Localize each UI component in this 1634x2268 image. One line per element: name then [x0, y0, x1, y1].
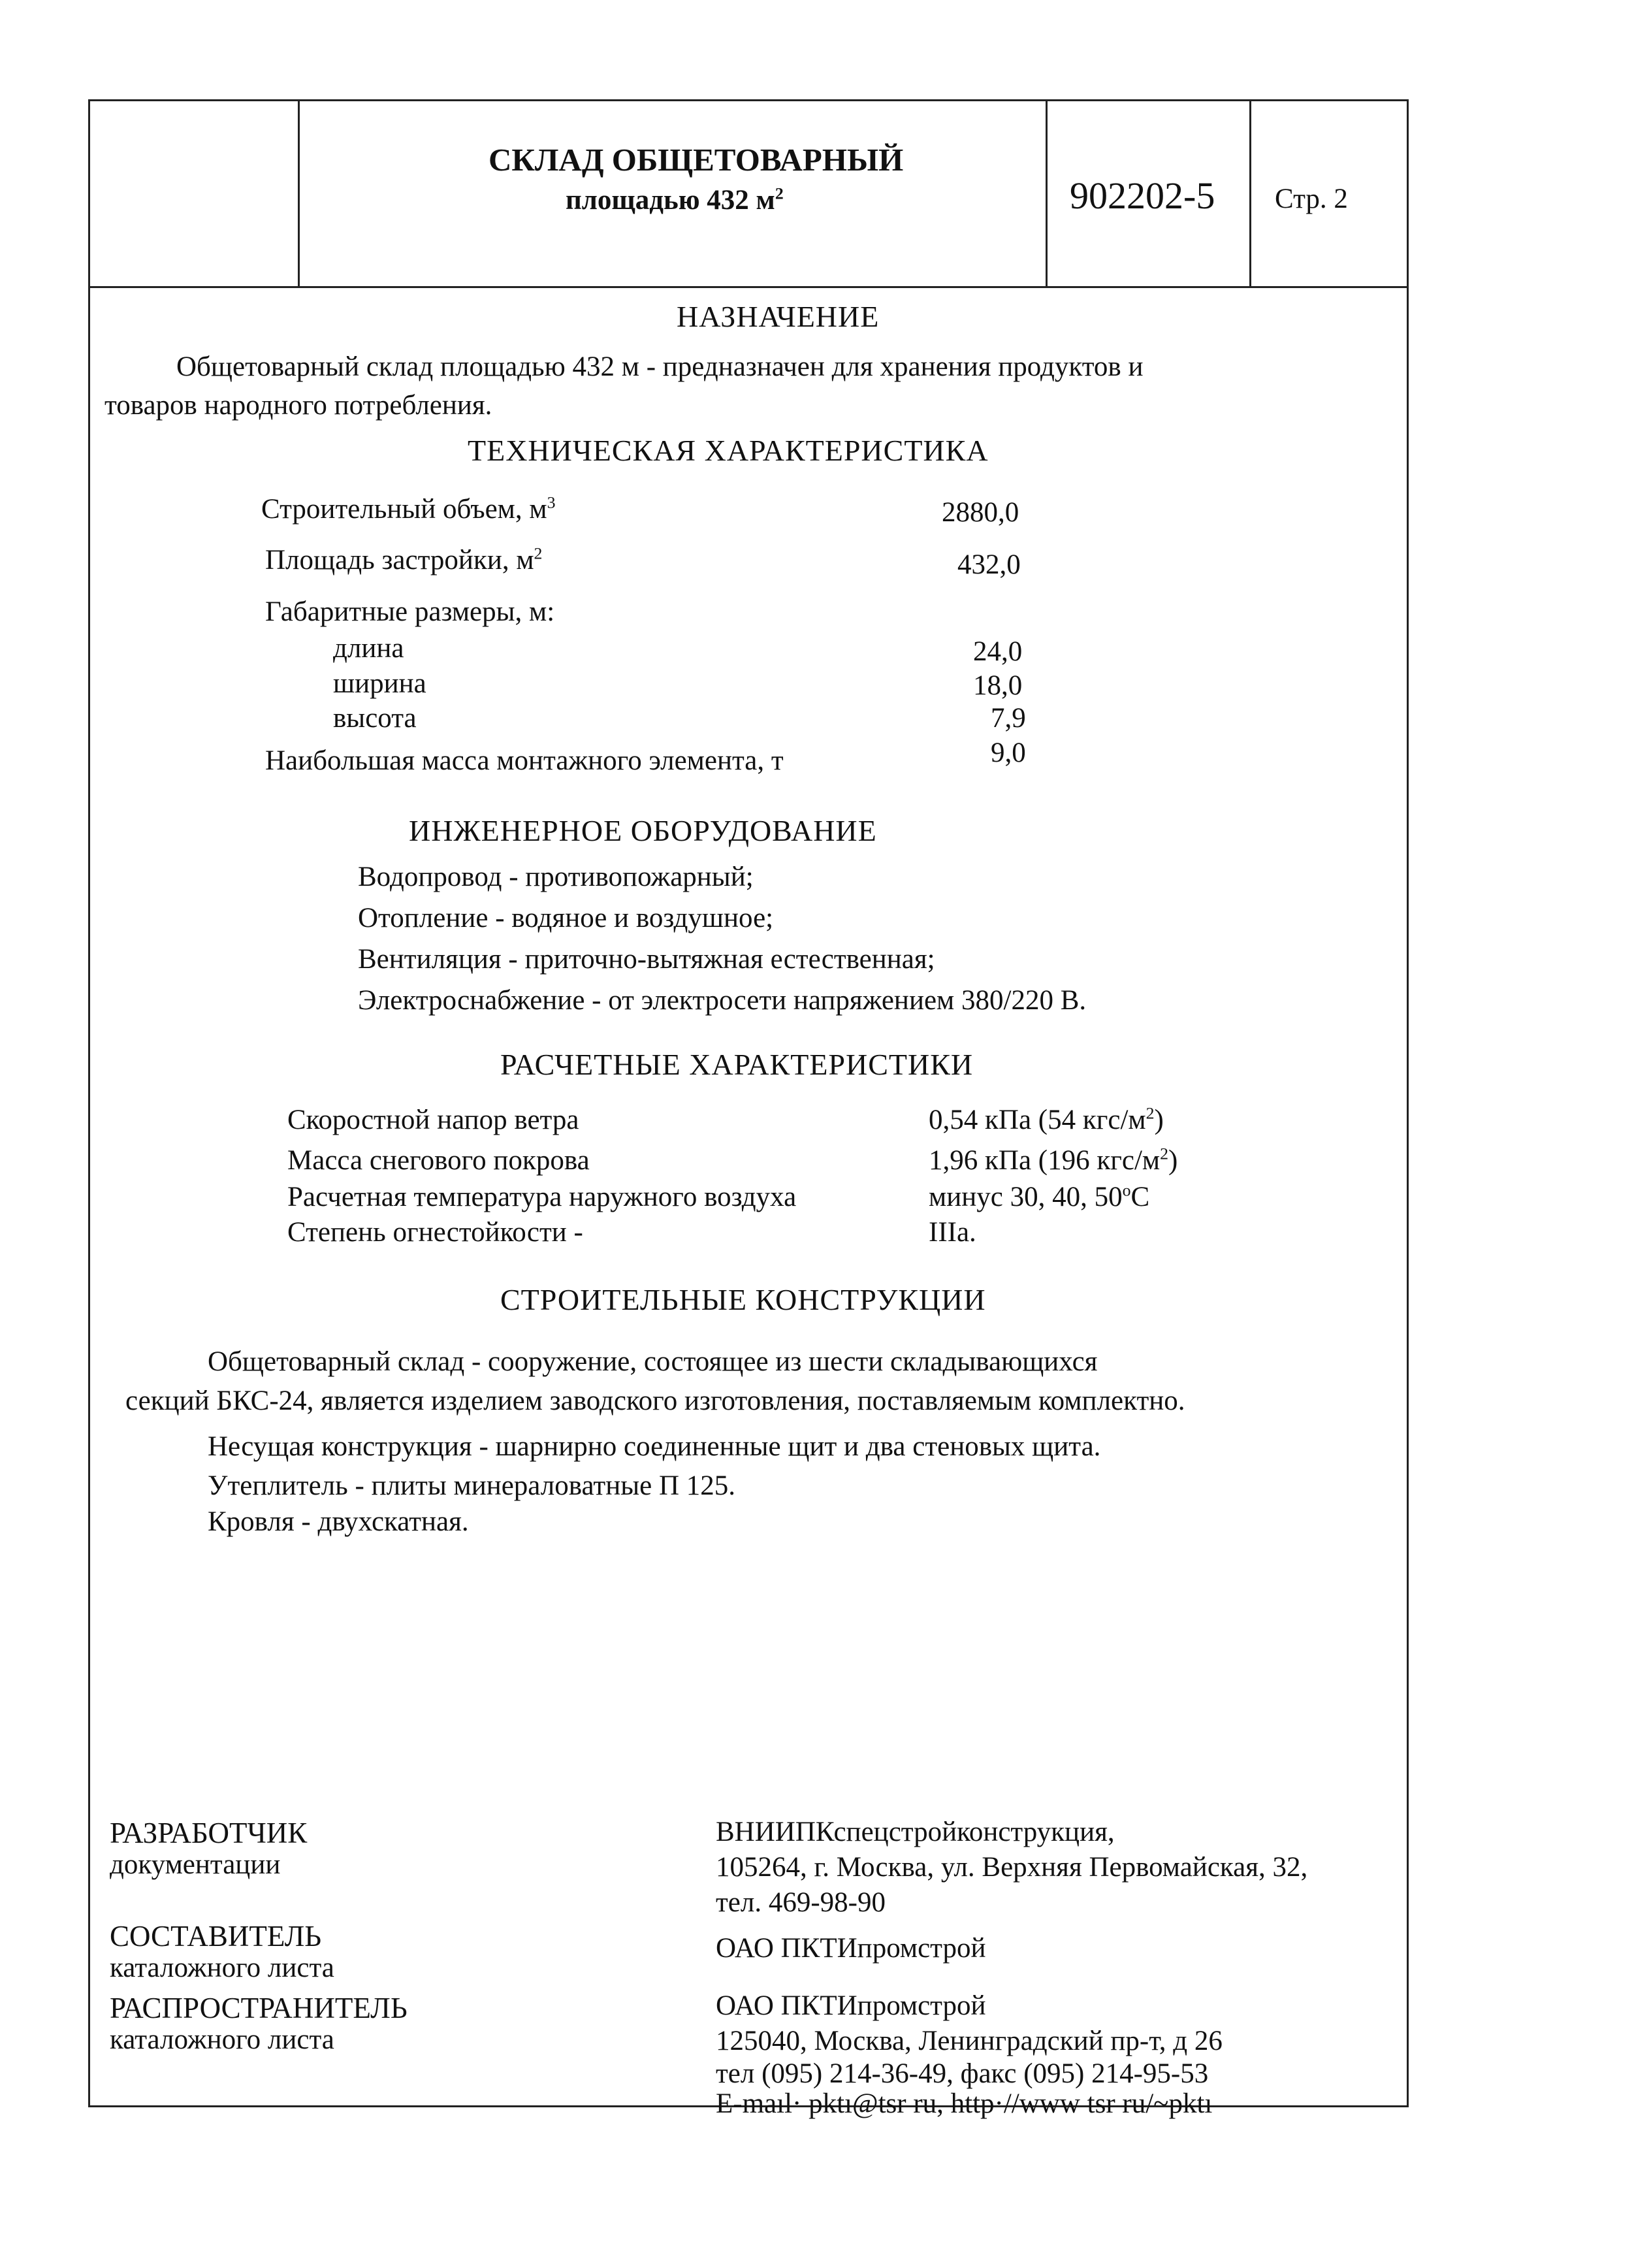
- height-label: высота: [333, 703, 417, 734]
- document-subtitle: площадью 432 $м^2$: [566, 184, 784, 216]
- distributor-address: 125040, Москва, Ленинградский пр-т, д 26: [716, 2026, 1223, 2056]
- distributor-sublabel: каталожного листа: [110, 2024, 334, 2055]
- temp-label: Расчетная температура наружного воздуха: [287, 1182, 797, 1212]
- structures-heading: СТРОИТЕЛЬНЫЕ КОНСТРУКЦИИ: [500, 1283, 986, 1316]
- header-col-divider-1: [298, 99, 300, 287]
- distributor-label: РАСПРОСТРАНИТЕЛЬ: [110, 1992, 408, 2024]
- length-label: длина: [333, 633, 404, 664]
- engineering-item-1: Водопровод - противопожарный;: [358, 862, 754, 892]
- length-value: 24,0: [973, 636, 1023, 667]
- dims-label: Габаритные размеры, м:: [265, 596, 555, 627]
- distributor-web: E-maıl· pktı@tsr ru, http·//www tsr ru/~pktı: [716, 2088, 1213, 2119]
- developer-label: РАЗРАБОТЧИК: [110, 1817, 308, 1849]
- developer-address: 105264, г. Москва, ул. Верхняя Первомайская, 32,: [716, 1852, 1308, 1883]
- developer-sublabel: документации: [110, 1849, 281, 1880]
- volume-label: Строительный объем, $м^3$: [261, 493, 556, 525]
- compiler-sublabel: каталожного листа: [110, 1952, 334, 1983]
- purpose-line-1: Общетоварный склад площадью 432 м - предназначен для хранения продуктов и: [176, 351, 1144, 382]
- header-divider: [88, 286, 1409, 288]
- header-col-divider-2: [1046, 99, 1048, 287]
- snow-value: 1,96 кПа (196 кгс/$м^2$): [929, 1144, 1178, 1176]
- height-value: 7,9: [991, 703, 1026, 734]
- design-heading: РАСЧЕТНЫЕ ХАРАКТЕРИСТИКИ: [500, 1048, 974, 1081]
- mass-label: Наибольшая масса монтажного элемента, т: [265, 745, 784, 776]
- temp-value: минус 30, 40, $50^оС$: [929, 1180, 1150, 1212]
- area-label: Площадь застройки, $м^2$: [265, 543, 543, 575]
- header-col-divider-3: [1249, 99, 1251, 287]
- document-code: 902202-5: [1070, 174, 1215, 217]
- mass-value: 9,0: [991, 737, 1026, 768]
- distributor-org: ОАО ПКТИпромстрой: [716, 1990, 986, 2021]
- structures-line-4: Утеплитель - плиты минераловатные П 125.: [208, 1470, 736, 1501]
- wind-label: Скоростной напор ветра: [287, 1105, 579, 1135]
- area-value: 432,0: [957, 549, 1021, 580]
- structures-line-2: секций БКС-24, является изделием заводского изготовления, поставляемым комплектно.: [125, 1385, 1185, 1416]
- engineering-item-4: Электроснабжение - от электросети напряжением 380/220 В.: [358, 985, 1087, 1016]
- fire-label: Степень огнестойкости -: [287, 1217, 583, 1248]
- tech-heading: ТЕХНИЧЕСКАЯ ХАРАКТЕРИСТИКА: [468, 434, 989, 467]
- engineering-item-2: Отопление - водяное и воздушное;: [358, 903, 774, 933]
- width-value: 18,0: [973, 670, 1023, 701]
- compiler-org: ОАО ПКТИпромстрой: [716, 1933, 986, 1964]
- snow-label: Масса снегового покрова: [287, 1145, 590, 1176]
- fire-value: IIIa.: [929, 1217, 976, 1248]
- developer-phone: тел. 469-98-90: [716, 1887, 886, 1918]
- width-label: ширина: [333, 668, 426, 699]
- compiler-label: СОСТАВИТЕЛЬ: [110, 1920, 322, 1952]
- engineering-item-3: Вентиляция - приточно-вытяжная естественная;: [358, 944, 935, 975]
- wind-value: 0,54 кПа (54 кгс/$м^2$): [929, 1103, 1164, 1135]
- purpose-line-2: товаров народного потребления.: [104, 390, 492, 421]
- structures-line-1: Общетоварный склад - сооружение, состоящее из шести складывающихся: [208, 1346, 1098, 1377]
- distributor-phone: тел (095) 214-36-49, факс (095) 214-95-53: [716, 2058, 1209, 2089]
- structures-line-5: Кровля - двухскатная.: [208, 1506, 469, 1537]
- volume-value: 2880,0: [942, 497, 1019, 528]
- structures-line-3: Несущая конструкция - шарнирно соединенные щит и два стеновых щита.: [208, 1431, 1101, 1462]
- document-title: СКЛАД ОБЩЕТОВАРНЫЙ: [489, 142, 904, 178]
- page-number: Стр. 2: [1275, 184, 1348, 214]
- developer-org: ВНИИПКспецстройконструкция,: [716, 1817, 1115, 1847]
- purpose-heading: НАЗНАЧЕНИЕ: [677, 300, 880, 333]
- engineering-heading: ИНЖЕНЕРНОЕ ОБОРУДОВАНИЕ: [409, 814, 877, 847]
